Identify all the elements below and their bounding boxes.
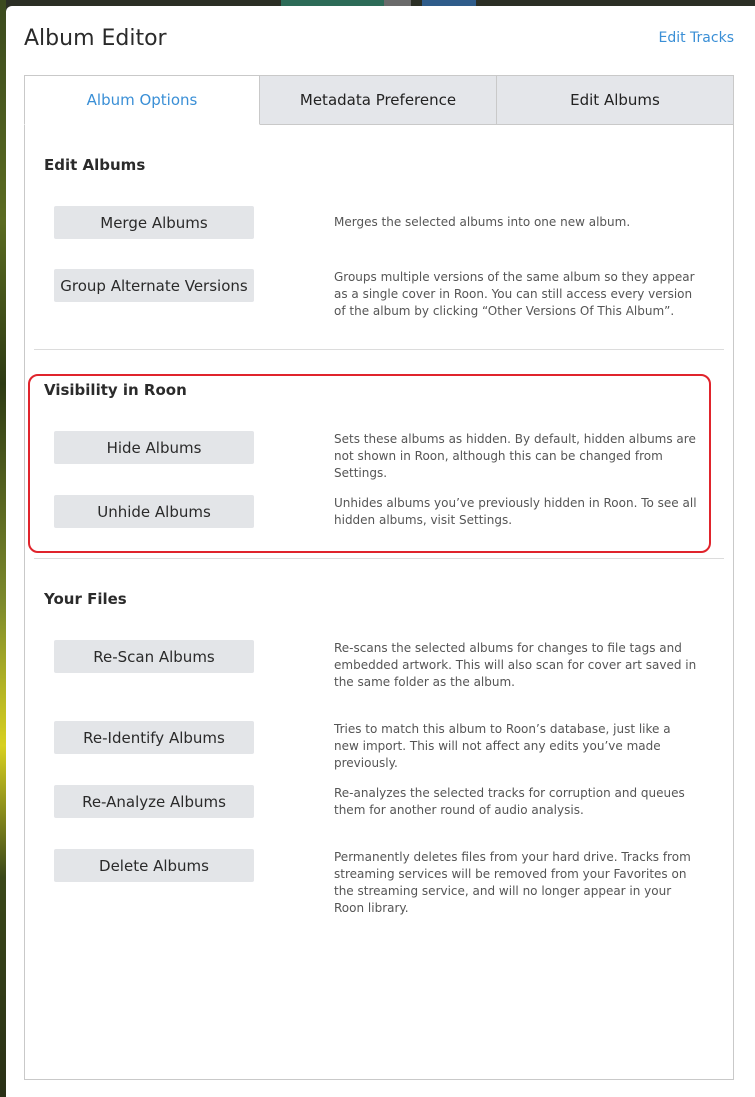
section-title-visibility: Visibility in Roon bbox=[44, 381, 187, 399]
unhide-albums-description: Unhides albums you’ve previously hidden in Roon. To see all hidden albums, visit Settings. bbox=[334, 496, 697, 527]
tab-metadata-preference[interactable]: Metadata Preference bbox=[260, 75, 497, 125]
hide-albums-button[interactable]: Hide Albums bbox=[54, 431, 254, 464]
merge-albums-description: Merges the selected albums into one new album. bbox=[334, 215, 631, 229]
tab-bar bbox=[24, 75, 734, 125]
reanalyze-albums-button[interactable]: Re-Analyze Albums bbox=[54, 785, 254, 818]
album-editor-dialog bbox=[6, 6, 755, 1097]
section-divider bbox=[34, 349, 724, 350]
rescan-albums-button[interactable]: Re-Scan Albums bbox=[54, 640, 254, 673]
delete-albums-description: Permanently deletes files from your hard drive. Tracks from streaming services will be removed from your Favorites on the streaming service, and will no longer appear in your Roon library. bbox=[334, 850, 691, 915]
section-title-edit-albums: Edit Albums bbox=[44, 156, 146, 174]
reanalyze-albums-description: Re-analyzes the selected tracks for corruption and queues them for another round of audio analysis. bbox=[334, 786, 685, 817]
reidentify-albums-button[interactable]: Re-Identify Albums bbox=[54, 721, 254, 754]
group-alternate-versions-button[interactable]: Group Alternate Versions bbox=[54, 269, 254, 302]
section-title-your-files: Your Files bbox=[44, 590, 127, 608]
hide-albums-description: Sets these albums as hidden. By default, hidden albums are not shown in Roon, although this can be changed from Settings. bbox=[334, 432, 696, 480]
rescan-albums-description: Re-scans the selected albums for changes to file tags and embedded artwork. This will also scan for cover art saved in the same folder as the album. bbox=[334, 641, 697, 689]
delete-albums-button[interactable]: Delete Albums bbox=[54, 849, 254, 882]
group-alternate-versions-description: Groups multiple versions of the same album so they appear as a single cover in Roon. You can still access every version of the album by clicking “Other Versions Of This Album”. bbox=[334, 270, 695, 318]
section-divider bbox=[34, 558, 724, 559]
unhide-albums-button[interactable]: Unhide Albums bbox=[54, 495, 254, 528]
edit-tracks-link[interactable]: Edit Tracks bbox=[658, 30, 734, 46]
tab-edit-albums[interactable]: Edit Albums bbox=[497, 75, 734, 125]
reidentify-albums-description: Tries to match this album to Roon’s database, just like a new import. This will not affect any edits you’ve made previously. bbox=[334, 722, 671, 770]
tab-album-options[interactable]: Album Options bbox=[24, 75, 260, 125]
dialog-title: Album Editor bbox=[24, 26, 167, 51]
album-options-panel bbox=[24, 75, 734, 1080]
merge-albums-button[interactable]: Merge Albums bbox=[54, 206, 254, 239]
